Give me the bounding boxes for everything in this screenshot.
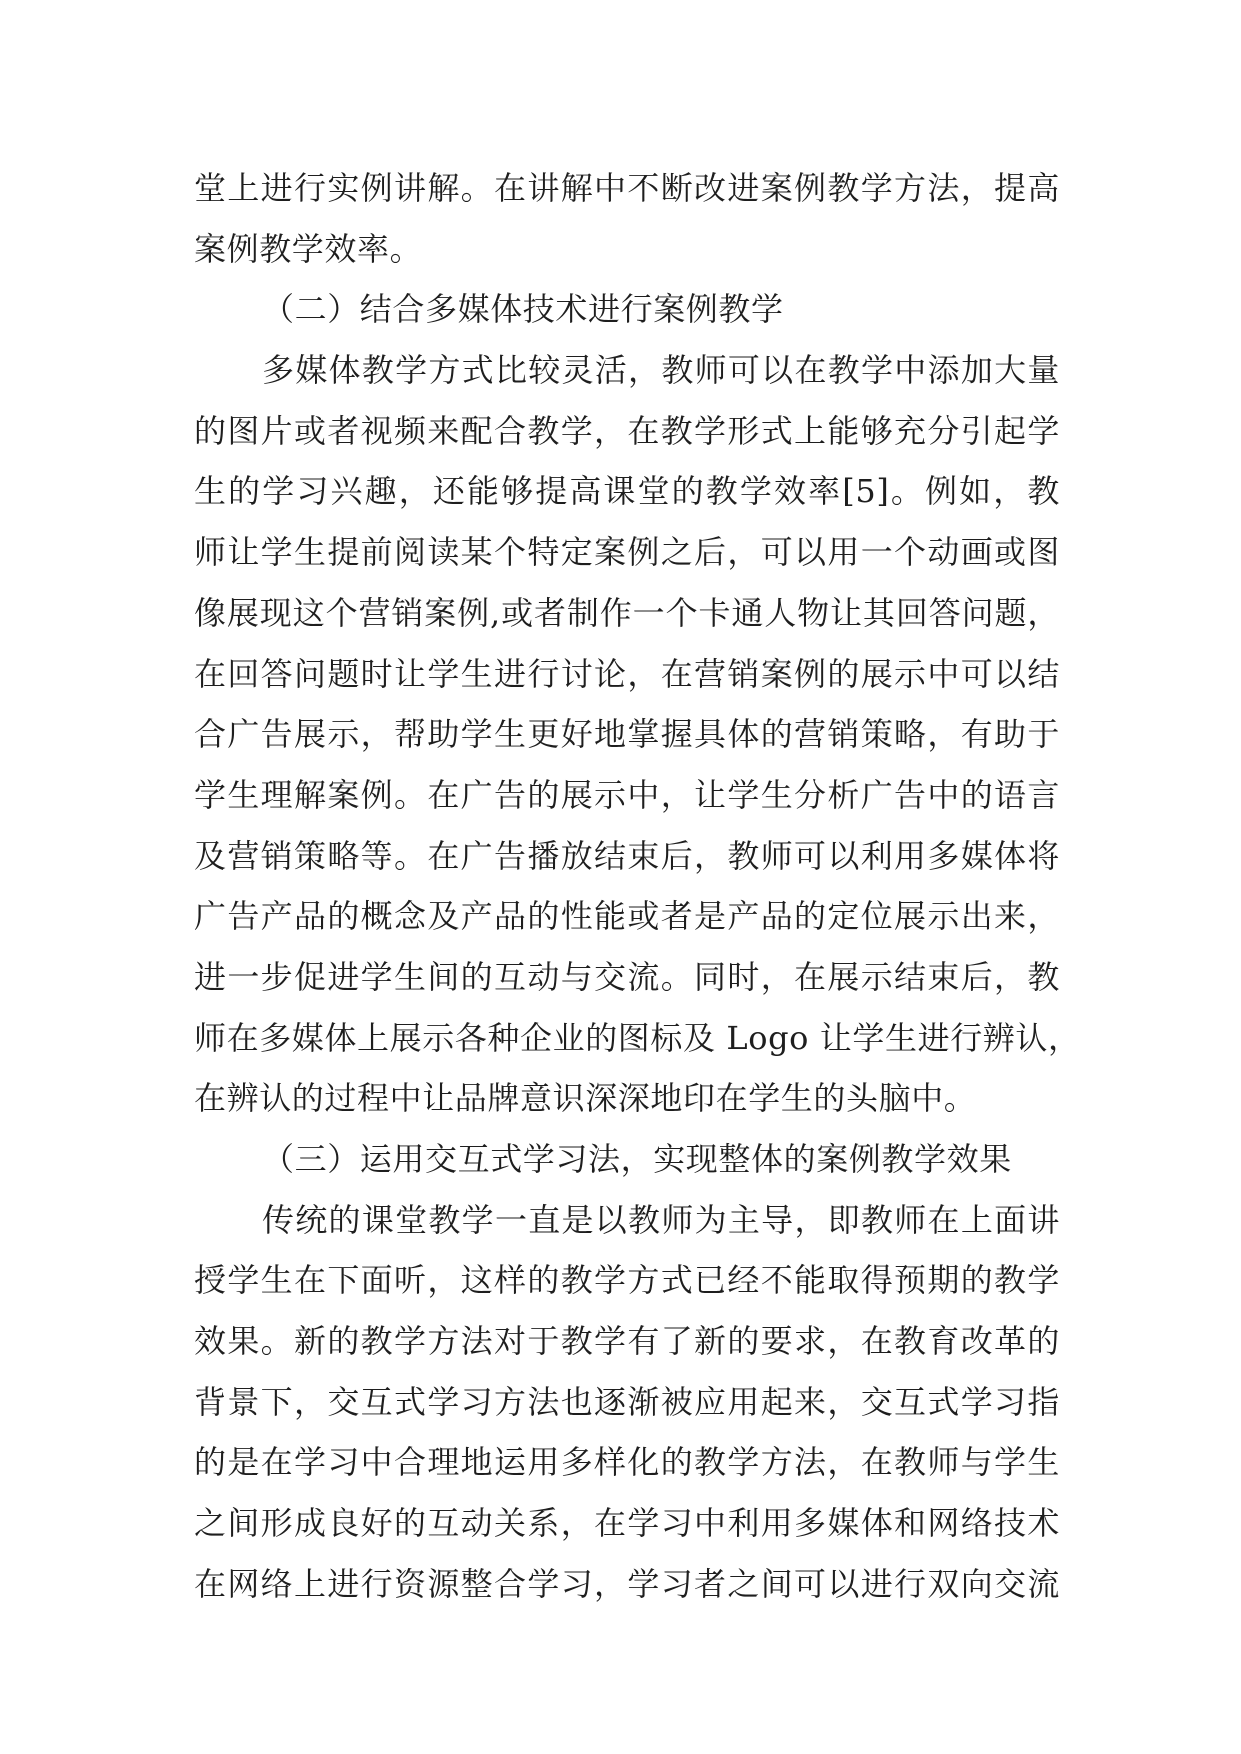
section-heading: （三）运用交互式学习法，实现整体的案例教学效果 <box>262 1140 1012 1178</box>
text-line: 学生理解案例。在广告的展示中，让学生分析广告中的语言 <box>194 775 1060 814</box>
text-line: 效果。新的教学方法对于教学有了新的要求，在教育改革的 <box>194 1322 1060 1361</box>
text-line: 的图片或者视频来配合教学，在教学形式上能够充分引起学 <box>194 411 1060 450</box>
text-line: 之间形成良好的互动关系，在学习中利用多媒体和网络技术 <box>194 1504 1060 1543</box>
text-line: 像展现这个营销案例,或者制作一个卡通人物让其回答问题， <box>194 593 1060 632</box>
text-line: 在网络上进行资源整合学习，学习者之间可以进行双向交流 <box>194 1564 1060 1603</box>
text-line: 多媒体教学方式比较灵活，教师可以在教学中添加大量 <box>262 351 1060 390</box>
body-text <box>194 158 1081 1615</box>
text-line: 堂上进行实例讲解。在讲解中不断改进案例教学方法，提高 <box>194 169 1060 207</box>
text-line: 在辨认的过程中让品牌意识深深地印在学生的头脑中。 <box>194 1079 977 1118</box>
section-heading: （二）结合多媒体技术进行案例教学 <box>262 290 784 329</box>
text-line: 广告产品的概念及产品的性能或者是产品的定位展示出来， <box>194 897 1060 936</box>
text-line: 背景下，交互式学习方法也逐渐被应用起来，交互式学习指 <box>194 1382 1060 1421</box>
text-line: 传统的课堂教学一直是以教师为主导，即教师在上面讲 <box>262 1200 1060 1239</box>
text-line: 师让学生提前阅读某个特定案例之后，可以用一个动画或图 <box>194 533 1060 572</box>
text-line: 授学生在下面听，这样的教学方式已经不能取得预期的教学 <box>194 1261 1060 1300</box>
text-line: 及营销策略等。在广告播放结束后，教师可以利用多媒体将 <box>194 836 1060 875</box>
text-line: 生的学习兴趣，还能够提高课堂的教学效率[5]。例如，教 <box>194 472 1060 511</box>
text-line: 案例教学效率。 <box>194 229 423 268</box>
text-line: 的是在学习中合理地运用多样化的教学方法，在教师与学生 <box>194 1443 1060 1482</box>
text-line: 合广告展示，帮助学生更好地掌握具体的营销策略，有助于 <box>194 715 1060 754</box>
text-line: 师在多媒体上展示各种企业的图标及 Logo 让学生进行辨认， <box>194 1018 1081 1057</box>
text-line: 进一步促进学生间的互动与交流。同时，在展示结束后，教 <box>194 957 1060 996</box>
text-line: 在回答问题时让学生进行讨论，在营销案例的展示中可以结 <box>194 654 1060 693</box>
